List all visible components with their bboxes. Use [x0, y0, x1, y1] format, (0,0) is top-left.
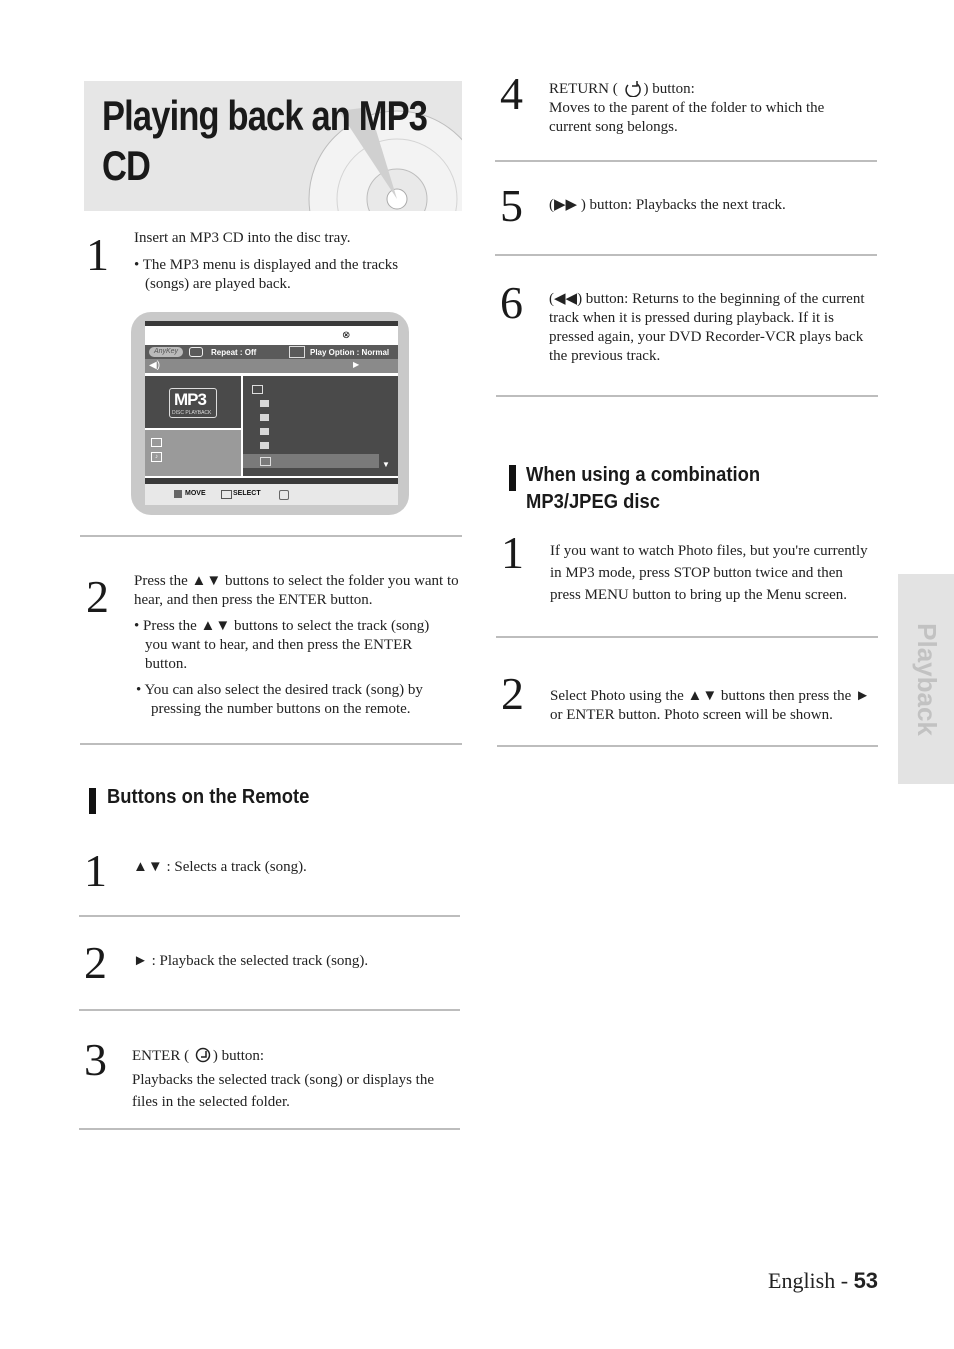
return-icon [279, 490, 289, 500]
enter-icon [193, 1047, 213, 1063]
step-number: 1 [84, 845, 107, 896]
footer-language: English - [768, 1268, 854, 1293]
step-text-part: ) button: [212, 1048, 265, 1064]
step-text [549, 80, 869, 99]
speaker-icon: ◀) [149, 360, 161, 371]
info-panel [145, 430, 241, 476]
page-title: Playing back an MP3 CD [102, 92, 428, 189]
folder-icon [151, 438, 162, 447]
heading-bar [509, 465, 516, 491]
divider [496, 636, 878, 638]
step-text: (▶▶ ) button: Playbacks the next track. [549, 197, 786, 213]
repeat-status: Repeat : Off [211, 348, 257, 357]
step-text: Press the ▲▼ buttons to select the folder you want to hear, and then press the ENTER button. [134, 573, 459, 608]
selected-row [243, 454, 379, 468]
side-tab-label: Playback [911, 622, 942, 736]
move-label: MOVE [185, 490, 206, 497]
scroll-down-icon: ▼ [382, 460, 390, 469]
step-number: 2 [501, 668, 524, 719]
mp3-menu-screen [131, 312, 409, 515]
screen-frame [145, 321, 398, 505]
select-icon [221, 490, 232, 499]
mp3-logo-sub: DISC PLAYBACK [172, 410, 212, 416]
select-label: SELECT [233, 490, 261, 497]
step-text-part: ) button: [643, 81, 695, 97]
step-number: 3 [84, 1034, 107, 1085]
folder-icon [260, 428, 269, 435]
step-bullet: • Press the ▲▼ buttons to select the track (song) you want to hear, and then press the ENTER button. [134, 618, 430, 672]
divider [79, 915, 460, 917]
side-tab [898, 574, 954, 784]
step-text [132, 1047, 458, 1066]
section-heading-line: MP3/JPEG disc [526, 491, 660, 513]
divider [79, 1128, 460, 1130]
step-number: 1 [86, 229, 109, 280]
folder-icon [260, 400, 269, 407]
step-text-part: ENTER ( [132, 1048, 190, 1064]
divider [79, 1009, 460, 1011]
logo-panel [145, 376, 241, 428]
divider [495, 160, 877, 162]
title-box [84, 81, 462, 211]
folder-icon [252, 385, 263, 394]
step-number: 5 [500, 180, 523, 231]
play-option-status: Play Option : Normal [310, 348, 390, 357]
divider [80, 535, 462, 537]
screen-footer [145, 484, 398, 505]
step-number: 1 [501, 527, 524, 578]
music-file-icon: ♪ [151, 452, 162, 462]
play-option-icon [289, 346, 305, 358]
repeat-icon [189, 347, 203, 357]
anykey-badge: AnyKey [149, 347, 183, 357]
divider [80, 743, 462, 745]
mp3-logo: MP3 [174, 390, 206, 409]
step-text: If you want to watch Photo files, but you're currently in MP3 mode, press STOP button twice and then press MENU button to bring up the Menu screen. [550, 543, 868, 603]
move-icon [174, 490, 182, 498]
step-text: Moves to the parent of the folder to which the current song belongs. [549, 100, 825, 135]
step-bullet: • You can also select the desired track (song) by pressing the number buttons on the remote. [136, 682, 423, 717]
folder-icon [260, 414, 269, 421]
step-text: (◀◀) button: Returns to the beginning of the current track when it is pressed during playback. If it is pressed again, your DVD Recorder-VCR plays back the previous track. [549, 291, 865, 364]
music-file-icon [260, 457, 271, 466]
section-heading-line: When using a combination [526, 464, 761, 486]
folder-icon [260, 442, 269, 449]
step-text: ► : Playback the selected track (song). [133, 953, 369, 969]
status-bar [145, 345, 398, 359]
divider [495, 254, 877, 256]
play-indicator: ▶ [353, 360, 360, 369]
section-heading [526, 462, 839, 516]
step-text: Insert an MP3 CD into the disc tray. [134, 230, 351, 246]
section-heading: Buttons on the Remote [107, 786, 310, 808]
step-bullet: • The MP3 menu is displayed and the tracks (songs) are played back. [134, 257, 399, 292]
step-number: 4 [500, 68, 523, 119]
step-number: 6 [500, 277, 523, 328]
step-text: Playbacks the selected track (song) or displays the files in the selected folder. [132, 1072, 434, 1110]
step-number: 2 [84, 937, 107, 988]
divider [497, 745, 878, 747]
return-icon [622, 80, 644, 97]
file-list [243, 376, 398, 476]
step-number: 2 [86, 571, 109, 622]
step-text: ▲▼ : Selects a track (song). [133, 859, 307, 875]
heading-bar [89, 788, 96, 814]
step-text: Select Photo using the ▲▼ buttons then press the ► or ENTER button. Photo screen will be shown. [550, 688, 870, 723]
page-number: 53 [853, 1268, 879, 1293]
page-footer [768, 1268, 878, 1294]
disc-icon: ⊗ [342, 330, 351, 341]
divider [496, 395, 878, 397]
step-text-part: RETURN ( [549, 81, 618, 97]
